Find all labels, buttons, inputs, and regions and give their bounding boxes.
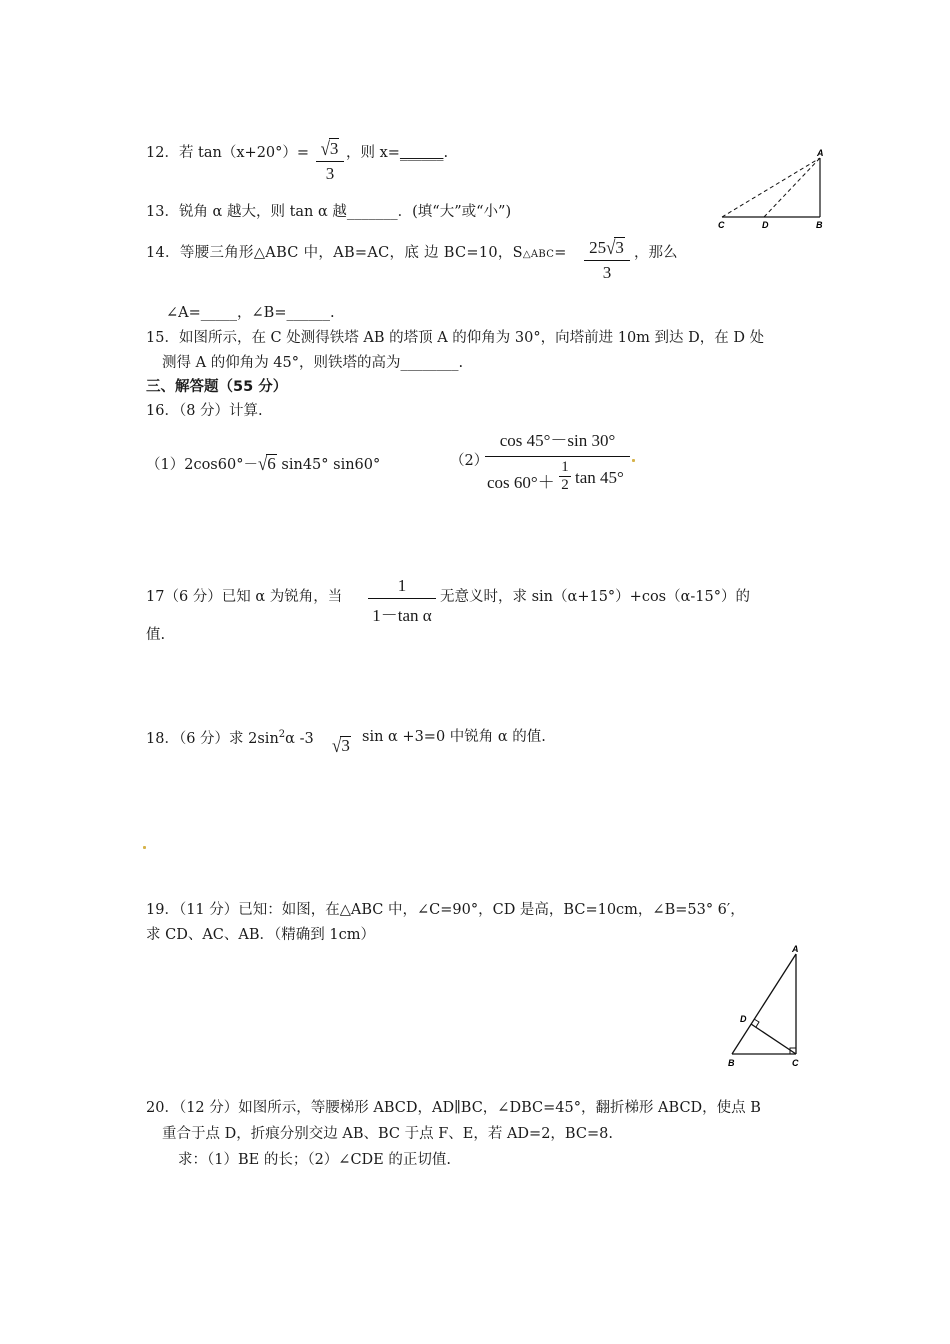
q16-part2-num: cos 45°－sin 30° bbox=[499, 431, 616, 450]
fig1-label-a: A bbox=[817, 148, 824, 158]
figure-right-triangle bbox=[722, 942, 812, 1070]
q13-line: 13．锐角 α 越大，则 tan α 越_______．(填“大”或“小”) bbox=[146, 204, 512, 220]
mark-dot bbox=[143, 846, 146, 849]
q16-part2-den bbox=[485, 459, 630, 493]
q18-line bbox=[146, 730, 314, 746]
q18-text-a: 18．（6 分）求 2sin bbox=[146, 730, 279, 747]
q16-part1-suffix: sin45° sin60° bbox=[276, 457, 381, 473]
q12-frac-den: 3 bbox=[325, 164, 335, 183]
q18-sup: 2 bbox=[278, 729, 286, 740]
fig2-label-b: B bbox=[728, 1058, 735, 1068]
fig2-ab-line bbox=[732, 954, 796, 1054]
fig1-label-b: B bbox=[816, 220, 823, 230]
q16-half bbox=[559, 459, 571, 494]
q14-frac-coef: 25 bbox=[589, 238, 607, 257]
q14-frac-rad: 3 bbox=[615, 238, 624, 257]
q16-part1-rad: 6 bbox=[267, 454, 276, 473]
q12-text-b: ，则 x= bbox=[346, 145, 400, 161]
q17-frac-den: 1－tan α bbox=[372, 606, 432, 625]
q17-frac-num: 1 bbox=[397, 576, 407, 595]
q19-line2: 求 CD、AC、AB．（精确到 1cm） bbox=[146, 927, 375, 943]
fig2-cd-line bbox=[751, 1024, 796, 1054]
q16-part2-den-b: tan 45° bbox=[575, 468, 624, 487]
q16-half-num: 1 bbox=[561, 459, 569, 475]
q14-fraction: 25√3 3 bbox=[584, 237, 630, 283]
q17-text-a: 17（6 分）已知 α 为锐角，当 bbox=[146, 589, 343, 605]
q15-line1: 15．如图所示，在 C 处测得铁塔 AB 的塔顶 A 的仰角为 30°，向塔前进 10m 到达 D，在 D 处 bbox=[146, 330, 765, 346]
q16-part1: （1）2cos60°－√6 sin45° sin60° bbox=[146, 452, 381, 475]
q16-part1-prefix: （1）2cos60°－ bbox=[146, 457, 258, 473]
q14-frac-den: 3 bbox=[602, 263, 612, 282]
fig1-label-c: C bbox=[718, 220, 725, 230]
q16-part2-den-a: cos 60°＋ bbox=[487, 473, 555, 492]
q12-end: . bbox=[443, 145, 449, 161]
fig2-label-a: A bbox=[792, 944, 799, 954]
q17-line2: 值. bbox=[146, 627, 166, 643]
q17-fraction bbox=[368, 576, 436, 626]
q16-title: 16．（8 分）计算. bbox=[146, 403, 263, 419]
q16-part2-prefix: （2） bbox=[450, 453, 489, 469]
q18-text-b: α -3 bbox=[285, 730, 314, 747]
q18-text-c: sin α +3=0 中锐角 α 的值. bbox=[362, 729, 546, 745]
q20-line1: 20．（12 分）如图所示，等腰梯形 ABCD，AD∥BC，∠DBC=45°，翻折梯形 ABCD，使点 B bbox=[146, 1100, 761, 1116]
fig2-label-d: D bbox=[740, 1014, 747, 1024]
q20-line2: 重合于点 D，折痕分别交边 AB、BC 于点 F、E，若 AD=2，BC=8. bbox=[162, 1126, 613, 1142]
q12-blank: ______ bbox=[399, 145, 444, 161]
fig1-label-d: D bbox=[762, 220, 769, 230]
fig1-ca-dashed bbox=[722, 158, 820, 217]
q12-text-a: 12．若 tan（x+20°）= bbox=[146, 145, 310, 161]
fig2-label-c: C bbox=[792, 1058, 799, 1068]
figure-tower bbox=[712, 146, 832, 234]
q14-text-b: ，那么 bbox=[634, 245, 678, 261]
q14-subscript: △ABC bbox=[522, 249, 555, 260]
q20-line3: 求：（1）BE 的长；（2）∠CDE 的正切值. bbox=[178, 1152, 451, 1168]
q14-line bbox=[146, 246, 567, 261]
q17-text-b: 无意义时，求 sin（α+15°）+cos（α-15°）的 bbox=[440, 589, 751, 605]
q16-half-den: 2 bbox=[561, 477, 569, 493]
q12-line bbox=[146, 146, 309, 161]
q18-rad-wrap: √3 bbox=[332, 734, 350, 757]
q12-frac-num: 3 bbox=[329, 139, 339, 158]
q19-line1: 19．（11 分）已知：如图，在△ABC 中，∠C=90°，CD 是高，BC=10cm，∠B=53° 6′， bbox=[146, 902, 745, 918]
q15-line2: 测得 A 的仰角为 45°，则铁塔的高为________. bbox=[162, 355, 464, 371]
q12-line-b bbox=[346, 146, 448, 161]
q14-line2: ∠A=_____，∠B=______. bbox=[166, 305, 335, 321]
q18-rad: 3 bbox=[341, 736, 350, 755]
q12-fraction: √3 3 bbox=[316, 138, 344, 184]
q14-text-a: 14．等腰三角形△ABC 中，AB=AC，底 边 BC=10，S bbox=[146, 245, 523, 261]
q16-part2-fraction bbox=[485, 426, 630, 493]
section3-title: 三、解答题（55 分） bbox=[146, 379, 288, 395]
mark-dot bbox=[632, 459, 635, 462]
q14-eq: = bbox=[554, 245, 567, 261]
fig1-da-dashed bbox=[764, 158, 820, 217]
